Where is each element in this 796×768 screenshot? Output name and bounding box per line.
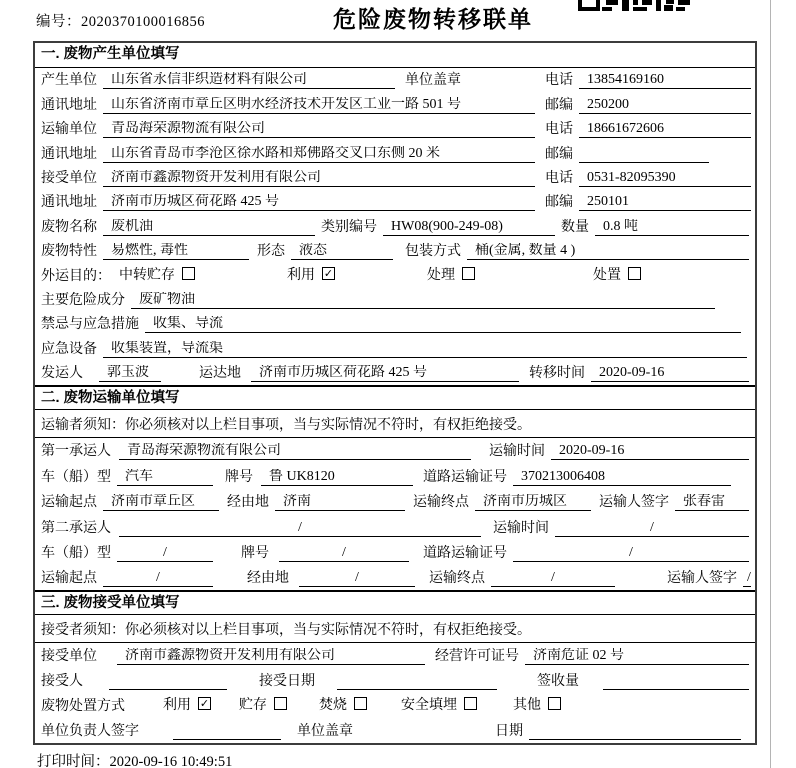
print-time-label: 打印时间： xyxy=(37,754,110,768)
time1-field: 2020-09-16 xyxy=(551,443,749,460)
accept-unit-label: 接受单位 xyxy=(41,649,97,665)
phone2-field: 18661672606 xyxy=(579,121,751,138)
disposal-option-burn xyxy=(319,694,367,714)
purpose-treat-checkbox xyxy=(462,267,475,280)
zip2-field xyxy=(579,146,709,163)
dispatcher-field: 郭玉波 xyxy=(99,365,161,382)
purpose-option-dispose-label: 处置 xyxy=(593,267,621,283)
row-waste-traits xyxy=(35,239,755,263)
transport-notice xyxy=(35,410,755,438)
sign1-label: 运输人签字 xyxy=(599,495,669,511)
purpose-option-use-label: 利用 xyxy=(287,267,315,283)
form-label: 形态 xyxy=(257,244,285,260)
amount-label: 签收量 xyxy=(537,674,579,690)
zip1-field: 250200 xyxy=(579,97,751,114)
row-hazard xyxy=(35,288,755,312)
qr-code-fragment xyxy=(578,0,690,11)
receiver-notice-text: 接受者须知：你必须核对以上栏目事项，当与实际情况不符时，有权拒绝接受。 xyxy=(41,622,531,638)
permit1-label: 道路运输证号 xyxy=(423,469,507,485)
plate1-field: 鲁 UK8120 xyxy=(261,469,413,486)
carrier2-field: / xyxy=(119,520,481,537)
form-field: 液态 xyxy=(291,243,393,260)
disposal-option-store xyxy=(239,694,287,714)
row-dispatch xyxy=(35,361,755,385)
vehicle1-label: 车（船）型 xyxy=(41,469,111,485)
purpose-option-treat-label: 处理 xyxy=(427,267,455,283)
sign2-field: / xyxy=(743,570,751,587)
via2-label: 经由地 xyxy=(247,571,289,587)
row-accept-person xyxy=(35,668,755,693)
row-transporter xyxy=(35,117,755,141)
row-equipment xyxy=(35,336,755,360)
disposal-option-landfill-label: 安全填埋 xyxy=(401,697,457,713)
accept-unit-field: 济南市鑫源物资开发利用有限公司 xyxy=(117,648,425,665)
row-responsible-sign xyxy=(35,718,755,743)
row-taboo xyxy=(35,312,755,336)
section3-title: 三. 废物接受单位填写 xyxy=(35,590,755,615)
section-transport xyxy=(35,385,755,590)
page-title: 危险废物转移联单 xyxy=(333,6,533,32)
row-receiver-address xyxy=(35,190,755,214)
disposal-other-checkbox xyxy=(548,697,561,710)
dispatcher-label: 发运人 xyxy=(41,366,83,382)
vehicle2-label: 车（船）型 xyxy=(41,546,111,562)
phone2-label: 电话 xyxy=(545,122,573,138)
row-receiver xyxy=(35,166,755,190)
via1-label: 经由地 xyxy=(227,495,269,511)
accept-date-label: 接受日期 xyxy=(259,674,315,690)
equip-label: 应急设备 xyxy=(41,341,97,357)
print-time xyxy=(37,750,232,768)
end1-label: 运输终点 xyxy=(413,495,469,511)
license-label: 经营许可证号 xyxy=(435,649,519,665)
producer-label: 产生单位 xyxy=(41,73,97,89)
origin1-label: 运输起点 xyxy=(41,495,97,511)
row-route1 xyxy=(35,489,755,514)
zip2-label: 邮编 xyxy=(545,146,573,162)
row-accept-unit xyxy=(35,643,755,668)
phone1-field: 13854169160 xyxy=(579,72,751,89)
disposal-option-use-label: 利用 xyxy=(163,697,191,713)
end2-label: 运输终点 xyxy=(429,571,485,587)
carrier1-label: 第一承运人 xyxy=(41,444,111,460)
amount-field xyxy=(603,673,749,690)
zip3-field: 250101 xyxy=(579,194,751,211)
traits-field: 易燃性, 毒性 xyxy=(103,243,249,260)
disposal-landfill-checkbox xyxy=(464,697,477,710)
disposal-option-store-label: 贮存 xyxy=(239,697,267,713)
section-receiver xyxy=(35,590,755,742)
accept-date-field xyxy=(337,673,497,690)
origin1-field: 济南市章丘区 xyxy=(103,494,219,511)
disposal-option-other-label: 其他 xyxy=(513,697,541,713)
traits-label: 废物特性 xyxy=(41,244,97,260)
section2-title: 二. 废物运输单位填写 xyxy=(35,385,755,410)
row-waste-name xyxy=(35,214,755,238)
responsible-sign-field xyxy=(173,723,281,740)
serial-label: 编号： xyxy=(36,14,81,30)
phone1-label: 电话 xyxy=(545,73,573,89)
row-producer-address xyxy=(35,92,755,116)
pack-field: 桶(金属, 数量 4 ) xyxy=(467,243,749,260)
manifest-form xyxy=(33,41,757,745)
time2-field: / xyxy=(555,520,749,537)
date2-field xyxy=(529,723,741,740)
sign2-label: 运输人签字 xyxy=(667,571,737,587)
row-route2 xyxy=(35,565,755,590)
origin2-label: 运输起点 xyxy=(41,571,97,587)
carrier1-field: 青岛海荣源物流有限公司 xyxy=(119,443,471,460)
serial-value: 2020370100016856 xyxy=(81,14,205,30)
purpose-option-transfer-label: 中转贮存 xyxy=(119,267,175,283)
disposal-use-checkbox: ✓ xyxy=(199,697,210,711)
disposal-option-landfill xyxy=(401,694,477,714)
disposal-option-use xyxy=(163,694,211,714)
addr2-field: 山东省青岛市李沧区徐水路和郑佛路交叉口东侧 20 米 xyxy=(103,146,535,163)
transfer-time-label: 转移时间 xyxy=(529,366,585,382)
license-field: 济南危证 02 号 xyxy=(525,648,749,665)
purpose-option-use xyxy=(287,264,335,284)
plate2-label: 牌号 xyxy=(241,546,269,562)
disposal-option-burn-label: 焚烧 xyxy=(319,697,347,713)
page-edge-line xyxy=(770,0,771,768)
origin2-field: / xyxy=(103,570,213,587)
purpose-option-dispose xyxy=(593,264,641,284)
end1-field: 济南市历城区 xyxy=(475,494,591,511)
plate1-label: 牌号 xyxy=(225,469,253,485)
purpose-option-transfer xyxy=(119,264,195,284)
via2-field: / xyxy=(299,570,415,587)
transport-notice-text: 运输者须知：你必须核对以上栏目事项，当与实际情况不符时，有权拒绝接受。 xyxy=(41,417,531,433)
equip-field: 收集装置，导流渠 xyxy=(103,341,747,358)
time1-label: 运输时间 xyxy=(489,444,545,460)
transporter-label: 运输单位 xyxy=(41,122,97,138)
purpose-option-treat xyxy=(427,264,475,284)
phone3-label: 电话 xyxy=(545,170,573,186)
code-label: 类别编号 xyxy=(321,219,377,235)
phone3-field: 0531-82095390 xyxy=(579,170,751,187)
row-purpose xyxy=(35,263,755,287)
taboo-label: 禁忌与应急措施 xyxy=(41,317,139,333)
addr2-label: 通讯地址 xyxy=(41,146,97,162)
transporter-field: 青岛海荣源物流有限公司 xyxy=(103,121,535,138)
row-transporter-address xyxy=(35,141,755,165)
disposal-label: 废物处置方式 xyxy=(41,698,125,714)
qty-label: 数量 xyxy=(561,219,589,235)
row-disposal xyxy=(35,693,755,718)
row-carrier2 xyxy=(35,514,755,539)
carrier2-label: 第二承运人 xyxy=(41,520,111,536)
date2-label: 日期 xyxy=(495,723,523,739)
addr3-field: 济南市历城区荷花路 425 号 xyxy=(103,194,535,211)
addr1-label: 通讯地址 xyxy=(41,97,97,113)
accept-person-field xyxy=(109,673,227,690)
purpose-transfer-checkbox xyxy=(182,267,195,280)
via1-field: 济南 xyxy=(275,494,405,511)
unit-seal-label: 单位盖章 xyxy=(405,73,461,89)
row-carrier1 xyxy=(35,438,755,463)
sign1-field: 张春雷 xyxy=(675,494,749,511)
time2-label: 运输时间 xyxy=(493,520,549,536)
vehicle1-field: 汽车 xyxy=(117,469,213,486)
qty-field: 0.8 吨 xyxy=(595,219,749,236)
disposal-store-checkbox xyxy=(274,697,287,710)
hazard-field: 废矿物油 xyxy=(131,292,715,309)
row-vehicle1 xyxy=(35,463,755,488)
disposal-burn-checkbox xyxy=(354,697,367,710)
dest-field: 济南市历城区荷花路 425 号 xyxy=(251,365,519,382)
zip3-label: 邮编 xyxy=(545,195,573,211)
addr3-label: 通讯地址 xyxy=(41,195,97,211)
transfer-time-field: 2020-09-16 xyxy=(591,365,749,382)
waste-name-label: 废物名称 xyxy=(41,219,97,235)
hazard-label: 主要危险成分 xyxy=(41,292,125,308)
print-time-value: 2020-09-16 10:49:51 xyxy=(109,754,233,768)
purpose-use-checkbox: ✓ xyxy=(323,267,334,281)
addr1-field: 山东省济南市章丘区明水经济技术开发区工业一路 501 号 xyxy=(103,97,535,114)
unit-seal2-label: 单位盖章 xyxy=(297,723,353,739)
receiver-label: 接受单位 xyxy=(41,170,97,186)
purpose-label: 外运目的： xyxy=(41,268,111,284)
accept-person-label: 接受人 xyxy=(41,674,83,690)
purpose-dispose-checkbox xyxy=(628,267,641,280)
waste-name-field: 废机油 xyxy=(103,219,315,236)
end2-field: / xyxy=(491,570,615,587)
section1-title: 一. 废物产生单位填写 xyxy=(35,43,755,68)
code-field: HW08(900-249-08) xyxy=(383,219,555,236)
responsible-sign-label: 单位负责人签字 xyxy=(41,723,139,739)
receiver-field: 济南市鑫源物资开发利用有限公司 xyxy=(103,170,535,187)
zip1-label: 邮编 xyxy=(545,97,573,113)
permit2-label: 道路运输证号 xyxy=(423,546,507,562)
pack-label: 包装方式 xyxy=(405,244,461,260)
row-vehicle2 xyxy=(35,540,755,565)
disposal-option-other xyxy=(513,694,561,714)
section-producer xyxy=(35,43,755,385)
producer-field: 山东省永信非织造材料有限公司 xyxy=(103,72,395,89)
permit1-field: 370213006408 xyxy=(513,469,731,486)
dest-label: 运达地 xyxy=(199,366,241,382)
plate2-field: / xyxy=(279,545,409,562)
vehicle2-field: / xyxy=(117,545,213,562)
taboo-field: 收集、导流 xyxy=(145,316,741,333)
row-producer xyxy=(35,68,755,92)
receiver-notice xyxy=(35,615,755,643)
permit2-field: / xyxy=(513,545,749,562)
